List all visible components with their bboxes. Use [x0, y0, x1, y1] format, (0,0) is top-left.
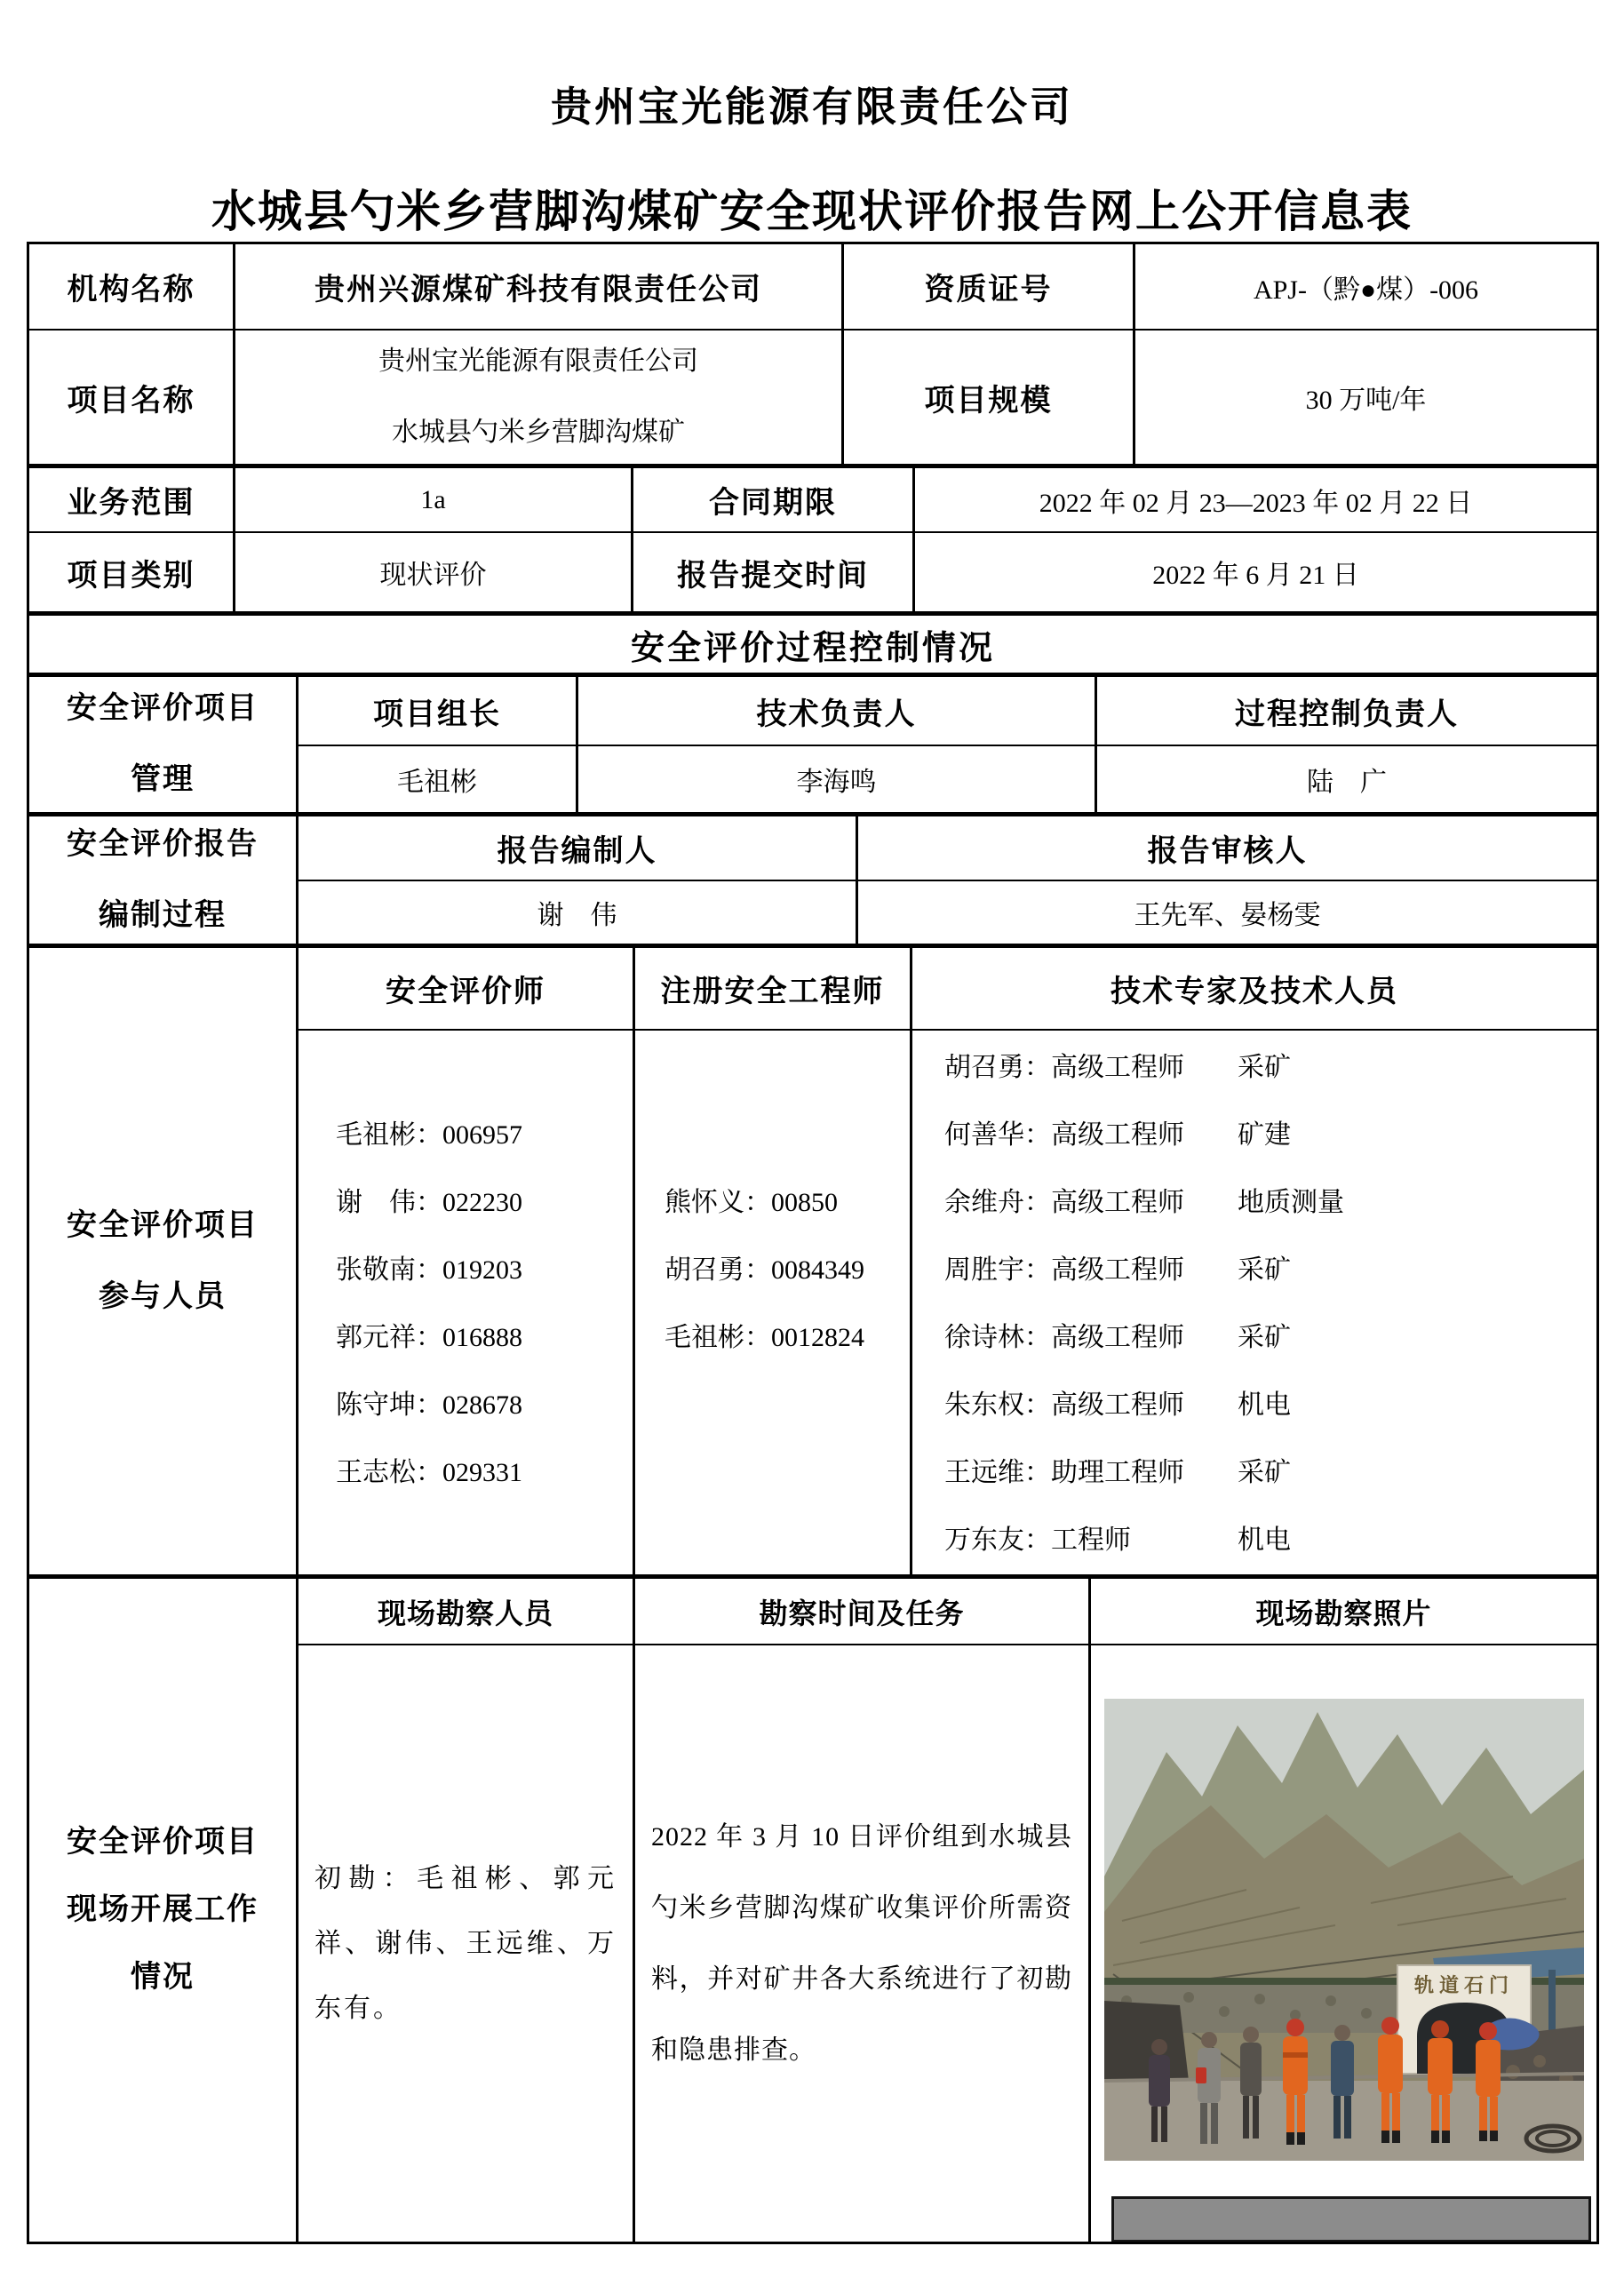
submit-time-label: 报告提交时间	[631, 533, 912, 611]
document-title-main: 水城县勺米乡营脚沟煤矿安全现状评价报告网上公开信息表	[211, 187, 1413, 236]
task-header: 勘察时间及任务	[633, 1579, 1088, 1644]
org-name-label: 机构名称	[67, 274, 195, 307]
row-scope	[29, 464, 1596, 531]
tech-lead-value: 李海鸣	[576, 746, 1095, 812]
site-survey-photo	[1104, 1699, 1584, 2161]
team-leader-header: 项目组长	[373, 697, 501, 731]
list-item: 余维舟：高级工程师 地质测量	[944, 1188, 1344, 1217]
section-site-work	[29, 1574, 1596, 2242]
report-writer-value: 谢 伟	[537, 901, 617, 930]
evaluator-list	[299, 1031, 633, 1574]
process-control-section-title: 安全评价过程控制情况	[630, 629, 995, 667]
management-grid	[296, 677, 1596, 812]
list-item: 王远维：助理工程师 采矿	[944, 1458, 1291, 1487]
section-participants	[29, 944, 1596, 1574]
report-value-row	[299, 880, 1596, 944]
list-item: 朱东权：高级工程师 机电	[944, 1390, 1291, 1420]
list-item: 谢 伟：022230	[336, 1188, 522, 1217]
report-reviewer-value: 王先军、晏杨雯	[856, 881, 1596, 944]
cert-no-label: 资质证号	[841, 244, 1133, 329]
registered-engineer-header: 注册安全工程师	[633, 948, 910, 1029]
org-name-value: 贵州兴源煤矿科技有限责任公司	[233, 244, 841, 329]
evaluator-header: 安全评价师	[386, 976, 545, 1008]
participants-grid	[296, 948, 1596, 1574]
list-item: 何善华：高级工程师 矿建	[944, 1120, 1291, 1150]
list-item: 熊怀义：00850	[665, 1188, 838, 1217]
site-work-label-line3: 情况	[131, 1961, 195, 1994]
management-value-row	[299, 745, 1596, 812]
row-org	[29, 244, 1596, 329]
list-item: 周胜宇：高级工程师 采矿	[944, 1255, 1291, 1285]
report-header-row	[299, 816, 1596, 880]
submit-time-value: 2022 年 6 月 21 日	[912, 533, 1596, 611]
report-reviewer-header: 报告审核人	[856, 816, 1596, 880]
contract-period-value: 2022 年 02 月 23—2023 年 02 月 22 日	[912, 468, 1596, 531]
redacted-block	[1111, 2196, 1591, 2242]
project-name-value	[233, 331, 841, 464]
contract-period-label: 合同期限	[631, 468, 912, 531]
project-scale-value: 30 万吨/年	[1133, 331, 1596, 464]
participants-label-line1: 安全评价项目	[67, 1208, 259, 1242]
report-grid	[296, 816, 1596, 944]
project-scale-label: 项目规模	[841, 331, 1133, 464]
management-header-row	[299, 677, 1596, 745]
project-name-line2: 水城县勺米乡营脚沟煤矿	[392, 418, 685, 447]
process-control-lead-value: 陆 广	[1095, 746, 1596, 812]
section-management	[29, 673, 1596, 812]
list-item: 陈守坤：028678	[336, 1390, 522, 1420]
site-photo-header: 现场勘察照片	[1088, 1579, 1596, 1644]
management-label-line1: 安全评价项目	[67, 692, 259, 725]
project-category-label: 项目类别	[67, 559, 195, 593]
list-item: 毛祖彬：0012824	[665, 1323, 864, 1352]
site-work-label-line2: 现场开展工作	[67, 1893, 259, 1926]
report-label	[29, 816, 296, 944]
project-name-line1: 贵州宝光能源有限责任公司	[378, 346, 698, 376]
site-work-content-row	[299, 1644, 1596, 2242]
participants-label-line2: 参与人员	[99, 1279, 227, 1313]
list-item: 毛祖彬：006957	[336, 1120, 522, 1150]
site-work-grid	[296, 1579, 1596, 2242]
expert-list	[910, 1031, 1596, 1574]
surveyor-text: 初勘：毛祖彬、郭元祥、谢伟、王远维、万东有。	[314, 1864, 617, 2023]
team-leader-value: 毛祖彬	[397, 768, 477, 797]
site-work-label-line1: 安全评价项目	[67, 1826, 259, 1859]
surveyor-header: 现场勘察人员	[377, 1597, 553, 1629]
section-report	[29, 812, 1596, 944]
info-table	[27, 242, 1599, 2244]
list-item: 张敬南：019203	[336, 1255, 522, 1285]
task-text: 2022 年 3 月 10 日评价组到水城县勺米乡营脚沟煤矿收集评价所需资料，并对矿井各大系统进行了初勘和隐患排查。	[651, 1821, 1072, 2065]
site-work-label	[29, 1579, 296, 2242]
management-label	[29, 677, 296, 812]
row-category	[29, 531, 1596, 611]
list-item: 徐诗林：高级工程师 采矿	[944, 1323, 1291, 1352]
participants-list-row	[299, 1029, 1596, 1574]
participants-header-row	[299, 948, 1596, 1029]
management-label-line2: 管理	[131, 763, 195, 796]
report-label-line1: 安全评价报告	[67, 827, 259, 861]
cert-no-value: APJ-（黔●煤）-006	[1133, 244, 1596, 329]
task-cell	[633, 1645, 1088, 2242]
row-section-title	[29, 611, 1596, 673]
expert-header: 技术专家及技术人员	[910, 948, 1596, 1029]
row-project	[29, 329, 1596, 464]
business-scope-value: 1a	[233, 468, 631, 531]
site-photo-cell	[1088, 1645, 1596, 2242]
site-work-header-row	[299, 1579, 1596, 1644]
list-item: 郭元祥：016888	[336, 1323, 522, 1352]
process-control-lead-header: 过程控制负责人	[1095, 677, 1596, 745]
tech-lead-header: 技术负责人	[576, 677, 1095, 745]
list-item: 胡召勇：0084349	[665, 1255, 864, 1285]
project-name-label: 项目名称	[67, 384, 195, 418]
project-category-value: 现状评价	[233, 533, 631, 611]
surveyor-cell	[299, 1645, 633, 2242]
participants-label	[29, 948, 296, 1574]
registered-engineer-list	[633, 1031, 910, 1574]
list-item: 王志松：029331	[336, 1458, 522, 1487]
business-scope-label: 业务范围	[67, 487, 195, 520]
document-title-company: 贵州宝光能源有限责任公司	[551, 84, 1073, 130]
list-item: 胡召勇：高级工程师 采矿	[944, 1053, 1291, 1082]
portal-sign-text: 轨道石门	[1413, 1974, 1515, 1996]
report-writer-header: 报告编制人	[497, 835, 657, 868]
list-item: 万东友：工程师 机电	[944, 1525, 1291, 1555]
report-label-line2: 编制过程	[99, 898, 227, 932]
